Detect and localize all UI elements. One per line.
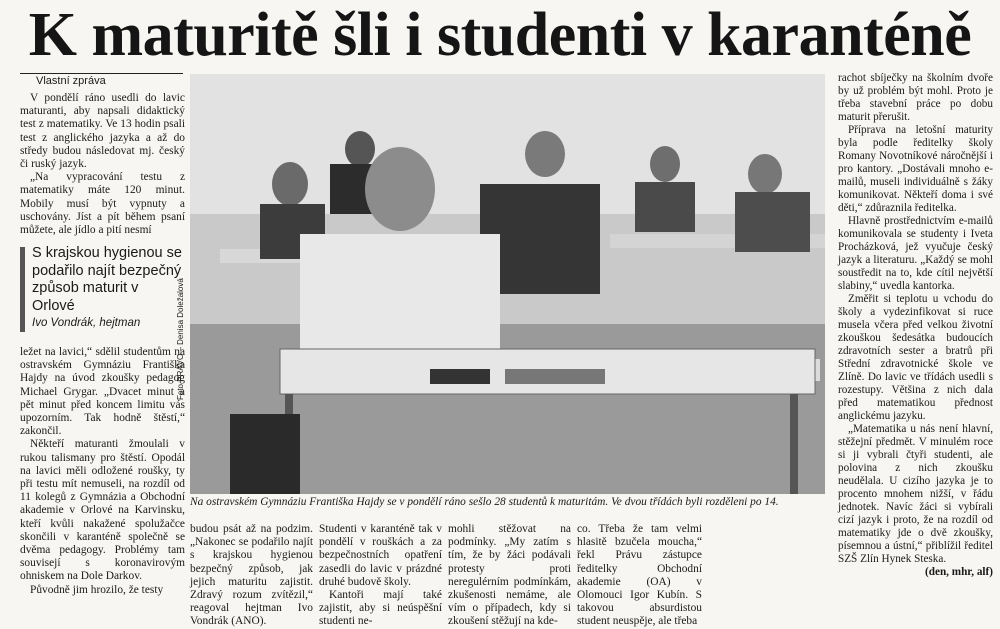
paragraph: „Na vypracování testu z matematiky máte 120 minut. Mobily musí být vypnuty a uschovány. Jíst a pít během psaní můžete, ale jídlo a pití nesmí	[20, 171, 185, 237]
paragraph: Změřit si teplotu u vchodu do školy a vydezinfikovat si ruce musela včera před velkou životní zkouškou šedesátka budoucích zdravotních sester a bratrů při Střední zdravotnické škole ve Zlíně. Do lavic ve třídách usedli s rozestupy. Většina z nich dala před matematikou přednost anglickému jazyku.	[838, 293, 993, 422]
pull-quote-author: Ivo Vondrák, hejtman	[32, 317, 141, 329]
pull-quote	[20, 245, 185, 340]
paragraph: Příprava na letošní maturity byla podle ředitelky školy Romany Novotníkové náročnější i pro kantory. „Dostávali mnoho e-mailů, museli individuálně s žáky komunikovat. Někteří doma i své děti,“ zdůraznila ředitelka.	[838, 124, 993, 214]
paragraph: Studenti v karanténě tak v pondělí v rouškách a za bezpečnostních opatření zasedli do lavic v prázdné druhé budově školy.	[319, 523, 442, 588]
paragraph: mohli stěžovat na podmínky. „My zatím s tím, že by žáci podávali protesty proti neregulérním podmínkám, zkušenosti nemáme, ale vím o případech, kdy si zkoušení stěžují na kde-	[448, 523, 571, 628]
paragraph: V pondělí ráno usedli do lavic maturanti, aby napsali didaktický test z matematiky. Ve 13 hodin psali test z anglického jazyka a až do středy budou následovat mj. český či ruský jazyk.	[20, 92, 185, 171]
paragraph: Hlavně prostřednictvím e-mailů komunikovala se studenty i Iveta Procházková, jež vyučuje český jazyk a literaturu. „Každý se mohl soustředit na to, kde cítil největší slabiny,“ uvedla kantorka.	[838, 215, 993, 292]
column-right	[838, 72, 993, 579]
column-3-bottom	[319, 523, 442, 629]
byline: Vlastní zpráva	[20, 73, 183, 87]
photo-credit: Foto PRÁVO – Denisa Doležalová	[176, 278, 185, 400]
paragraph: budou psát až na podzim. „Nakonec se podařilo najít s krajskou hygienou bezpečný způsob, jak jejich maturitu zajistit. Zdravý rozum zvítězil,“ reagoval hejtman Ivo Vondrák (ANO).	[190, 523, 313, 628]
paragraph: rachot sbíječky na školním dvoře by už problém být mohl. Proto je třeba stavební práce po dobu maturit přerušit.	[838, 72, 993, 123]
paragraph: ležet na lavici,“ sdělil studentům na ostravském Gymnáziu Františka Hajdy na úvod zkoušky pedagog Michael Grygar. „Dvacet minut a pět minut před koncem limitu vás upozorním. Tak hodně štěstí,“ zakončil.	[20, 346, 185, 438]
paragraph: co. Třeba že tam velmi hlasitě bzučela moucha,“ řekl Právu zástupce ředitelky Obchodní akademie (OA) v Olomouci Igor Kubín. S takovou absurdistou student neuspěje, ale třeba	[577, 523, 702, 628]
column-2-bottom	[190, 523, 313, 629]
pull-quote-text: S krajskou hygienou se podařilo najít bezpečný způsob maturit v Orlové	[32, 245, 182, 314]
column-1-bottom	[20, 346, 185, 597]
paragraph: „Matematika u nás není hlavní, stěžejní předmět. V minulém roce si ji vybrali čtyři studenti, ale polovina z nich zkoušku neudělala. U cizího jazyka je to procento mnohem nižší, v řádu jednotek. Navíc žáci si vybírali cizí jazyk i proto, že na rozdíl od matematiky jde o dvě zkoušky, písemnou a ústní,“ přiblížil ředitel SZŠ Zlín Hynek Steska.	[838, 423, 993, 565]
headline: K maturitě šli i studenti v karanténě	[28, 1, 972, 69]
classroom-photo	[190, 74, 825, 494]
column-1-top	[20, 92, 185, 237]
paragraph: Původně jim hrozilo, že testy	[30, 583, 164, 596]
photo-caption: Na ostravském Gymnáziu Františka Hajdy se v pondělí ráno sešlo 28 studentů k maturitám. Ve dvou třídách byli rozděleni po 14.	[190, 496, 779, 508]
paragraph: Kantoři mají také zajistit, aby si neúspěšní studenti ne-	[319, 589, 442, 628]
column-4-bottom	[448, 523, 571, 629]
quote-bar	[20, 247, 25, 332]
author-signature: (den, mhr, alf)	[925, 566, 993, 578]
paragraph: Někteří maturanti žmoulali v rukou talismany pro štěstí. Opodál na lavici měli odložené roušky, ty při testu mít nemuseli, na rozdíl od 11 kolegů z Gymnázia a Obchodní akademie v Orlové na Karvinsku, kteří kvůli nakažené spolužačce skončili v karanténě společně se dvěma pedagogy. Problémy tam souvisejí s koronavirovým ohniskem na Dole Darkov.	[20, 438, 185, 583]
column-5-bottom	[577, 523, 702, 629]
